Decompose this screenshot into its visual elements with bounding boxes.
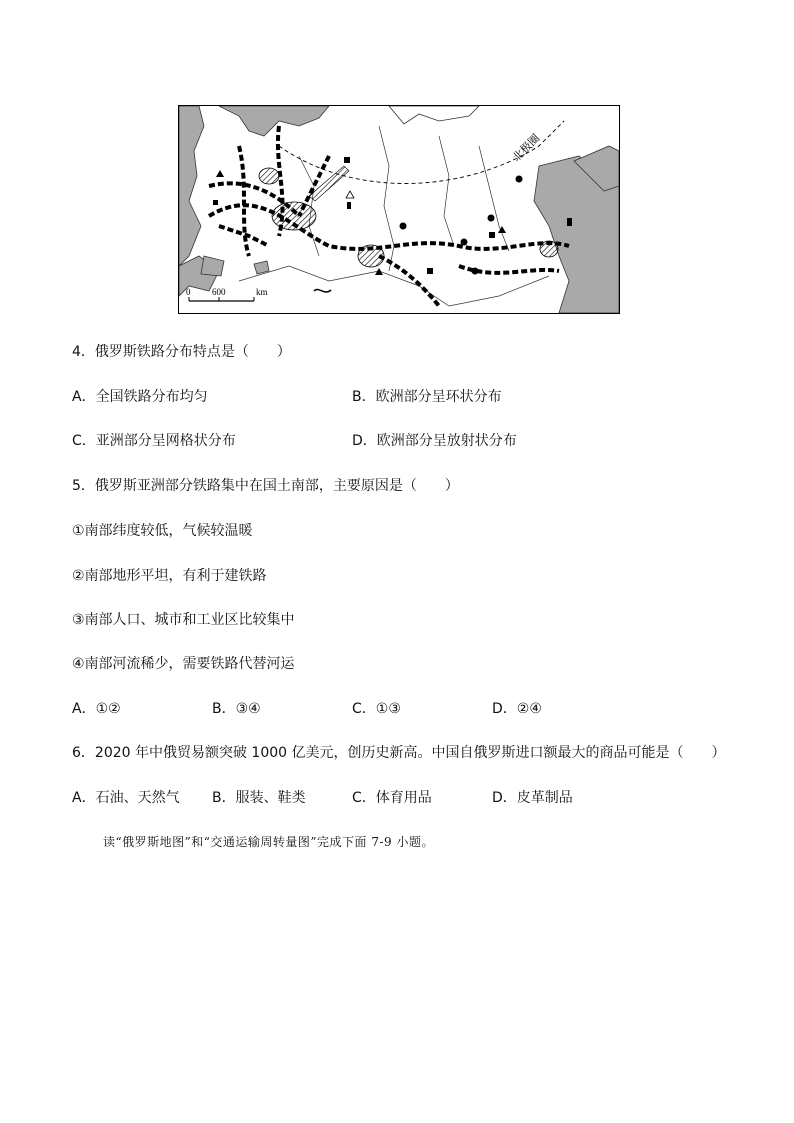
- q5-stem: 5．俄罗斯亚洲部分铁路集中在国土南部，主要原因是（ ）: [72, 478, 459, 494]
- q5-item-1: ①南部纬度较低，气候较温暖: [72, 523, 253, 539]
- q6-option-c[interactable]: C．体育用品: [352, 790, 432, 806]
- q4-option-b[interactable]: B．欧洲部分呈环状分布: [352, 389, 502, 405]
- q5-item-3: ③南部人口、城市和工业区比较集中: [72, 612, 295, 628]
- arctic-circle-label: 北极圈: [509, 131, 543, 165]
- q4-option-d[interactable]: D．欧洲部分呈放射状分布: [352, 433, 517, 449]
- q6-option-a[interactable]: A．石油、天然气: [72, 790, 180, 806]
- q5-item-2: ②南部地形平坦，有利于建铁路: [72, 568, 267, 584]
- industrial-zones: [259, 166, 558, 267]
- scale-600: 600: [212, 287, 226, 297]
- russia-railway-map: [178, 105, 620, 314]
- scale-bar: [186, 287, 268, 301]
- q4-option-c[interactable]: C．亚洲部分呈网格状分布: [72, 433, 236, 449]
- q5-item-4: ④南部河流稀少，需要铁路代替河运: [72, 656, 295, 672]
- q5-option-b[interactable]: B．③④: [212, 701, 261, 717]
- q6-option-d[interactable]: D．皮革制品: [492, 790, 573, 806]
- scale-zero: 0: [186, 287, 191, 297]
- q5-option-c[interactable]: C．①③: [352, 701, 401, 717]
- q6-option-b[interactable]: B．服装、鞋类: [212, 790, 306, 806]
- q6-stem: 6．2020 年中俄贸易额突破 1000 亿美元，创历史新高。中国自俄罗斯进口额最大的商品可能是（ ）: [72, 745, 726, 761]
- q4-option-a[interactable]: A．全国铁路分布均匀: [72, 389, 208, 405]
- q5-option-d[interactable]: D．②④: [492, 701, 542, 717]
- instruction-text: 读“俄罗斯地图”和“交通运输周转量图”完成下面 7-9 小题。: [103, 835, 434, 849]
- q5-option-a[interactable]: A．①②: [72, 701, 121, 717]
- scale-unit: km: [256, 287, 268, 297]
- q4-stem: 4．俄罗斯铁路分布特点是（ ）: [72, 344, 291, 360]
